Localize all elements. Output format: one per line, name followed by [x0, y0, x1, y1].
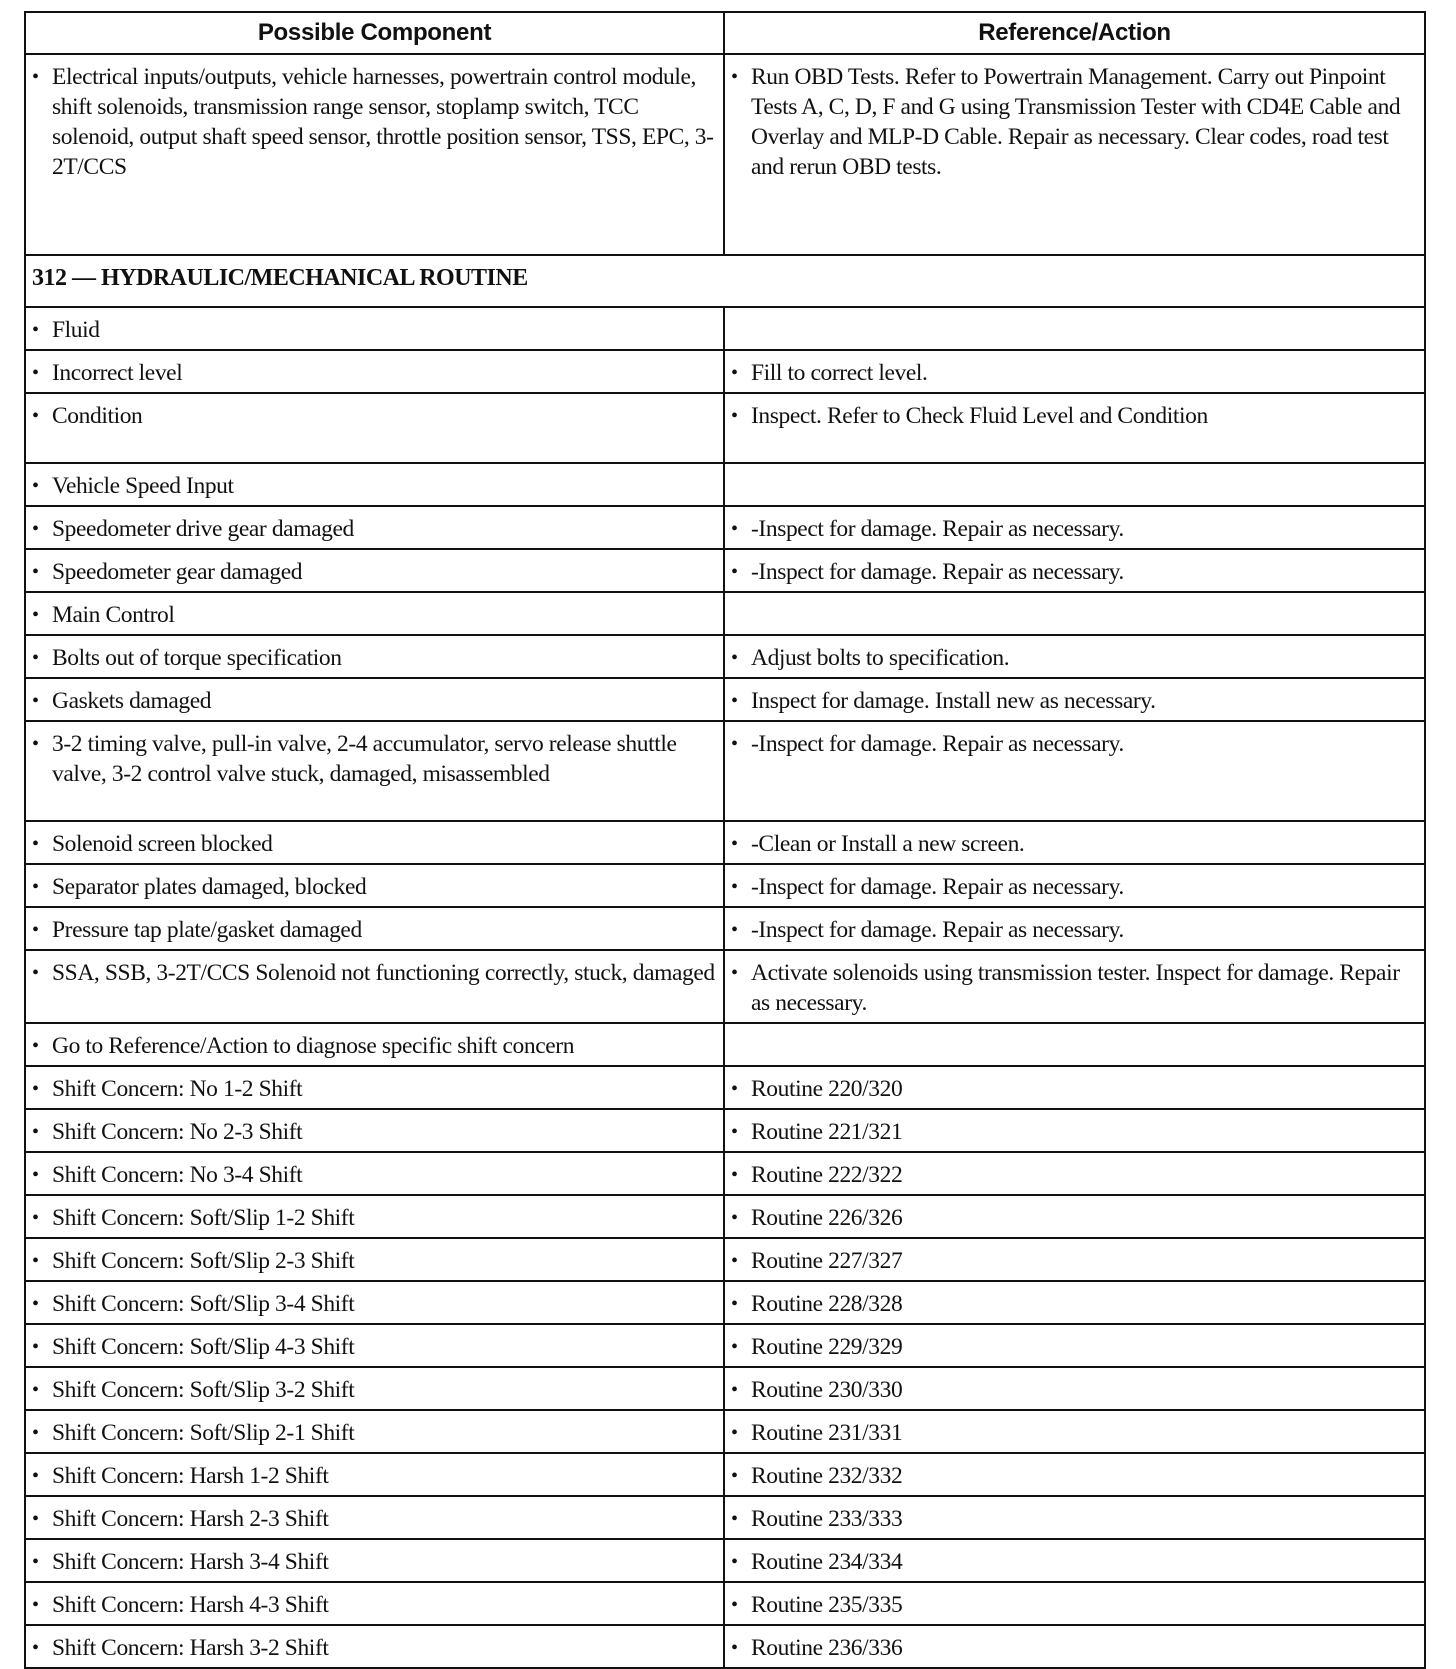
- action-text: Routine 233/333: [751, 1506, 903, 1532]
- component-cell: [25, 1023, 724, 1066]
- bullet-icon: •: [32, 833, 39, 855]
- action-cell: [724, 1324, 1425, 1367]
- component-cell: [25, 1238, 724, 1281]
- bullet-icon: •: [32, 518, 39, 540]
- action-cell: [724, 821, 1425, 864]
- bullet-icon: •: [731, 362, 738, 384]
- table-row: [25, 506, 1425, 549]
- table-row: [25, 821, 1425, 864]
- table-row: [25, 1453, 1425, 1496]
- component-text: Pressure tap plate/gasket damaged: [52, 917, 362, 943]
- component-text: SSA, SSB, 3-2T/CCS Solenoid not functioning correctly, stuck, damaged: [52, 960, 715, 986]
- bullet-icon: •: [731, 733, 738, 755]
- action-text: Routine 222/322: [751, 1162, 903, 1188]
- bullet-icon: •: [32, 962, 39, 984]
- action-text: Inspect for damage. Install new as necessary.: [751, 688, 1156, 714]
- component-cell: [25, 350, 724, 393]
- component-text: Electrical inputs/outputs, vehicle harnesses, powertrain control module, shift solenoids, transmission range sensor, stoplamp switch, TCC solenoid, output shaft speed sensor, throttle position sensor, TSS, EPC, 3-2T/CCS: [52, 64, 714, 180]
- bullet-icon: •: [731, 962, 738, 984]
- component-text: Shift Concern: Soft/Slip 1-2 Shift: [52, 1205, 355, 1231]
- component-cell: [25, 635, 724, 678]
- component-cell: [25, 821, 724, 864]
- table-row: [25, 1281, 1425, 1324]
- action-text: -Inspect for damage. Repair as necessary.: [751, 917, 1124, 943]
- action-cell: [724, 1152, 1425, 1195]
- action-text: -Inspect for damage. Repair as necessary.: [751, 559, 1124, 585]
- bullet-icon: •: [32, 1035, 39, 1057]
- action-text: -Inspect for damage. Repair as necessary.: [751, 516, 1124, 542]
- action-text: Routine 232/332: [751, 1463, 903, 1489]
- action-text: Activate solenoids using transmission tester. Inspect for damage. Repair as necessary.: [751, 960, 1400, 1016]
- component-text: Incorrect level: [52, 360, 183, 386]
- component-text: Shift Concern: No 1-2 Shift: [52, 1076, 303, 1102]
- bullet-icon: •: [731, 919, 738, 941]
- table-row: [25, 635, 1425, 678]
- table-row: [25, 1109, 1425, 1152]
- component-text: Shift Concern: Soft/Slip 3-2 Shift: [52, 1377, 355, 1403]
- action-text: Fill to correct level.: [751, 360, 928, 386]
- component-cell: [25, 950, 724, 1023]
- bullet-icon: •: [32, 475, 39, 497]
- component-cell: [25, 54, 724, 255]
- bullet-icon: •: [32, 690, 39, 712]
- action-cell: [724, 1625, 1425, 1668]
- table-row: [25, 1066, 1425, 1109]
- component-text: Shift Concern: Harsh 4-3 Shift: [52, 1592, 329, 1618]
- bullet-icon: •: [32, 919, 39, 941]
- action-cell: [724, 1109, 1425, 1152]
- bullet-icon: •: [731, 833, 738, 855]
- bullet-icon: •: [731, 1637, 738, 1659]
- table-row: [25, 1410, 1425, 1453]
- action-cell: [724, 54, 1425, 255]
- action-text: Inspect. Refer to Check Fluid Level and Condition: [751, 403, 1208, 429]
- action-cell: [724, 549, 1425, 592]
- bullet-icon: •: [32, 319, 39, 341]
- component-cell: [25, 678, 724, 721]
- action-cell: [724, 1023, 1425, 1066]
- action-cell: [724, 1066, 1425, 1109]
- bullet-icon: •: [32, 1594, 39, 1616]
- bullet-icon: •: [731, 405, 738, 427]
- component-text: Main Control: [52, 602, 175, 628]
- bullet-icon: •: [32, 1336, 39, 1358]
- component-cell: [25, 463, 724, 506]
- component-text: Speedometer gear damaged: [52, 559, 303, 585]
- bullet-icon: •: [731, 1250, 738, 1272]
- component-text: Speedometer drive gear damaged: [52, 516, 354, 542]
- section-header-row: [25, 255, 1425, 307]
- component-cell: [25, 506, 724, 549]
- component-text: Go to Reference/Action to diagnose specific shift concern: [52, 1033, 575, 1059]
- bullet-icon: •: [731, 1078, 738, 1100]
- bullet-icon: •: [32, 1078, 39, 1100]
- action-cell: [724, 678, 1425, 721]
- action-text: Routine 221/321: [751, 1119, 903, 1145]
- bullet-icon: •: [32, 876, 39, 898]
- table-row: [25, 1195, 1425, 1238]
- section-title: 312 — HYDRAULIC/MECHANICAL ROUTINE: [25, 255, 1425, 307]
- bullet-icon: •: [32, 1422, 39, 1444]
- component-text: Shift Concern: Soft/Slip 2-1 Shift: [52, 1420, 355, 1446]
- action-text: Routine 226/326: [751, 1205, 903, 1231]
- component-cell: [25, 1453, 724, 1496]
- action-text: Routine 228/328: [751, 1291, 903, 1317]
- column-header-action: Reference/Action: [724, 12, 1425, 54]
- bullet-icon: •: [32, 1293, 39, 1315]
- bullet-icon: •: [731, 647, 738, 669]
- bullet-icon: •: [32, 647, 39, 669]
- bullet-icon: •: [731, 518, 738, 540]
- component-cell: [25, 549, 724, 592]
- component-text: Solenoid screen blocked: [52, 831, 273, 857]
- component-text: Shift Concern: Soft/Slip 4-3 Shift: [52, 1334, 355, 1360]
- action-cell: [724, 635, 1425, 678]
- component-cell: [25, 1281, 724, 1324]
- component-text: Shift Concern: Soft/Slip 3-4 Shift: [52, 1291, 355, 1317]
- action-cell: [724, 506, 1425, 549]
- bullet-icon: •: [731, 1379, 738, 1401]
- component-text: Shift Concern: Harsh 3-2 Shift: [52, 1635, 329, 1661]
- action-text: -Clean or Install a new screen.: [751, 831, 1025, 857]
- bullet-icon: •: [32, 604, 39, 626]
- action-cell: [724, 1367, 1425, 1410]
- component-text: Separator plates damaged, blocked: [52, 874, 367, 900]
- action-cell: [724, 721, 1425, 821]
- component-cell: [25, 592, 724, 635]
- table-row: [25, 721, 1425, 821]
- component-text: Vehicle Speed Input: [52, 473, 234, 499]
- action-cell: [724, 1195, 1425, 1238]
- table-row: [25, 1023, 1425, 1066]
- diagnostic-table: [24, 11, 1426, 1669]
- table-row: [25, 1367, 1425, 1410]
- action-text: Routine 235/335: [751, 1592, 903, 1618]
- action-text: -Inspect for damage. Repair as necessary.: [751, 731, 1124, 757]
- component-text: Fluid: [52, 317, 100, 343]
- action-cell: [724, 1496, 1425, 1539]
- table-body: [25, 54, 1425, 1668]
- bullet-icon: •: [32, 1164, 39, 1186]
- bullet-icon: •: [32, 733, 39, 755]
- table-row: [25, 864, 1425, 907]
- action-cell: [724, 393, 1425, 463]
- bullet-icon: •: [32, 1508, 39, 1530]
- bullet-icon: •: [32, 405, 39, 427]
- bullet-icon: •: [731, 561, 738, 583]
- table-row: [25, 592, 1425, 635]
- bullet-icon: •: [731, 1594, 738, 1616]
- component-text: Shift Concern: Harsh 1-2 Shift: [52, 1463, 329, 1489]
- component-text: 3-2 timing valve, pull-in valve, 2-4 accumulator, servo release shuttle valve, 3-2 control valve stuck, damaged, misassembled: [52, 731, 677, 787]
- bullet-icon: •: [32, 1379, 39, 1401]
- component-cell: [25, 307, 724, 350]
- action-text: Routine 236/336: [751, 1635, 903, 1661]
- bullet-icon: •: [32, 1121, 39, 1143]
- table-row: [25, 463, 1425, 506]
- bullet-icon: •: [32, 1465, 39, 1487]
- action-text: Routine 230/330: [751, 1377, 903, 1403]
- bullet-icon: •: [731, 1164, 738, 1186]
- component-text: Shift Concern: Harsh 3-4 Shift: [52, 1549, 329, 1575]
- table-row: [25, 950, 1425, 1023]
- component-cell: [25, 1367, 724, 1410]
- table-row: [25, 1496, 1425, 1539]
- header-row: [25, 12, 1425, 54]
- action-cell: [724, 592, 1425, 635]
- action-text: Routine 220/320: [751, 1076, 903, 1102]
- bullet-icon: •: [731, 876, 738, 898]
- component-cell: [25, 1324, 724, 1367]
- bullet-icon: •: [731, 1465, 738, 1487]
- bullet-icon: •: [731, 1508, 738, 1530]
- table-row: [25, 1324, 1425, 1367]
- bullet-icon: •: [731, 66, 738, 88]
- component-cell: [25, 1152, 724, 1195]
- action-text: Routine 231/331: [751, 1420, 903, 1446]
- bullet-icon: •: [731, 1207, 738, 1229]
- component-cell: [25, 1410, 724, 1453]
- component-text: Gaskets damaged: [52, 688, 212, 714]
- bullet-icon: •: [731, 1293, 738, 1315]
- action-cell: [724, 1582, 1425, 1625]
- bullet-icon: •: [32, 561, 39, 583]
- component-cell: [25, 907, 724, 950]
- bullet-icon: •: [32, 1250, 39, 1272]
- bullet-icon: •: [32, 1637, 39, 1659]
- component-cell: [25, 393, 724, 463]
- action-text: Run OBD Tests. Refer to Powertrain Management. Carry out Pinpoint Tests A, C, D, F and G using Transmission Tester with CD4E Cable and Overlay and MLP-D Cable. Repair as necessary. Clear codes, road test and rerun OBD tests.: [751, 64, 1401, 180]
- table-row: [25, 350, 1425, 393]
- bullet-icon: •: [32, 1551, 39, 1573]
- column-header-component: Possible Component: [25, 12, 724, 54]
- component-text: Condition: [52, 403, 143, 429]
- action-text: Adjust bolts to specification.: [751, 645, 1010, 671]
- action-text: -Inspect for damage. Repair as necessary.: [751, 874, 1124, 900]
- table-row: [25, 549, 1425, 592]
- component-cell: [25, 1582, 724, 1625]
- component-text: Shift Concern: Soft/Slip 2-3 Shift: [52, 1248, 355, 1274]
- action-cell: [724, 1238, 1425, 1281]
- table-row: [25, 678, 1425, 721]
- table-row: [25, 393, 1425, 463]
- component-text: Shift Concern: No 3-4 Shift: [52, 1162, 303, 1188]
- component-text: Bolts out of torque specification: [52, 645, 342, 671]
- table-row: [25, 907, 1425, 950]
- component-cell: [25, 721, 724, 821]
- action-cell: [724, 864, 1425, 907]
- component-text: Shift Concern: No 2-3 Shift: [52, 1119, 303, 1145]
- bullet-icon: •: [731, 1121, 738, 1143]
- bullet-icon: •: [32, 66, 39, 88]
- bullet-icon: •: [32, 362, 39, 384]
- component-cell: [25, 1496, 724, 1539]
- component-cell: [25, 1625, 724, 1668]
- component-text: Shift Concern: Harsh 2-3 Shift: [52, 1506, 329, 1532]
- component-cell: [25, 1109, 724, 1152]
- component-cell: [25, 1066, 724, 1109]
- action-cell: [724, 1410, 1425, 1453]
- bullet-icon: •: [731, 690, 738, 712]
- action-text: Routine 229/329: [751, 1334, 903, 1360]
- action-cell: [724, 307, 1425, 350]
- table-row: [25, 1152, 1425, 1195]
- bullet-icon: •: [731, 1422, 738, 1444]
- table-row: [25, 1238, 1425, 1281]
- table-row: [25, 307, 1425, 350]
- action-cell: [724, 1281, 1425, 1324]
- table-row: [25, 1582, 1425, 1625]
- action-text: Routine 234/334: [751, 1549, 903, 1575]
- bullet-icon: •: [32, 1207, 39, 1229]
- action-cell: [724, 463, 1425, 506]
- component-cell: [25, 1195, 724, 1238]
- action-cell: [724, 907, 1425, 950]
- table-row: [25, 1625, 1425, 1668]
- bullet-icon: •: [731, 1551, 738, 1573]
- action-cell: [724, 950, 1425, 1023]
- bullet-icon: •: [731, 1336, 738, 1358]
- component-cell: [25, 864, 724, 907]
- action-cell: [724, 350, 1425, 393]
- action-text: Routine 227/327: [751, 1248, 903, 1274]
- table-row-electrical: [25, 54, 1425, 255]
- action-cell: [724, 1453, 1425, 1496]
